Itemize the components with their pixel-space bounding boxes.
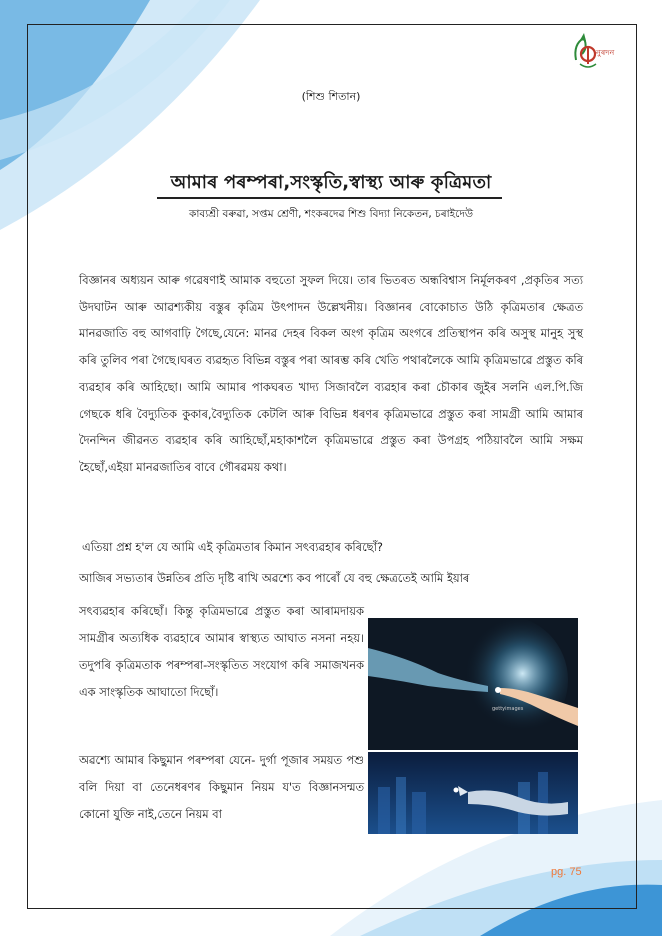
robot-hand-illustration (368, 618, 578, 750)
image-caption: gettyimages (492, 706, 524, 712)
paragraph-3: অৱশ্যে আমাৰ কিছুমান পৰম্পৰা যেনে- দুৰ্গা পূজাৰ সময়ত পশু বলি দিয়া বা তেনেধৰণৰ কিছুমান নিয়ম য'ত বিজ্ঞানসন্মত কোনো যুক্তি নাই,তেনে নিয়ম বা (79, 753, 364, 822)
article-title: আমাৰ পৰম্পৰা,সংস্কৃতি,স্বাস্থ্য আৰু কৃত্ৰিমতা (170, 172, 492, 193)
robot-hand-city-illustration (368, 752, 578, 834)
logo-wordmark: নুৰদন (596, 48, 615, 57)
title-underline (157, 197, 502, 199)
page-number: pg. 75 (551, 866, 582, 878)
section-label: (শিশু শিতান) (301, 90, 361, 103)
paragraph-2-lead: আজিৰ সভ্যতাৰ উন্নতিৰ প্ৰতি দৃষ্টি ৰাখি অৱশ্যে কব পাৰোঁ যে বহু ক্ষেত্ৰতেই আমি ইয়াৰ (79, 571, 470, 585)
author-byline: কাব্যশ্ৰী বৰুৱা, সপ্তম শ্ৰেণী, শংকৰদেৱ শিশু বিদ্যা নিকেতন, চৰাইদেউ (188, 208, 474, 220)
question-line: এতিয়া প্ৰশ্ন হ'ল যে আমি এই কৃত্ৰিমতাৰ কিমান সৎব্যৱহাৰ কৰিছোঁ? (82, 540, 383, 554)
paragraph-1: বিজ্ঞানৰ অধ্যয়ন আৰু গৱেষণাই আমাক বহুতো সুফল দিয়ে। তাৰ ভিতৰত অন্ধবিশ্বাস নিৰ্মূলকৰণ ,প্ৰকৃতিৰ সত্য উদঘাটন আৰু আৱশ্যকীয় বস্তুৰ কৃত্ৰিম উৎপাদন উল্লেখনীয়। বিজ্ঞানৰ বোকোচাত উঠি কৃত্ৰিমতাৰ ক্ষেত্ৰত মানৱজাতি বহু আগবাঢ়ি গৈছে,যেনে: মানৱ দেহৰ বিকল অংগ কৃত্ৰিম অংগৰে প্ৰতিস্থাপন কৰি অসুস্থ মানুহ সুস্থ কৰি তুলিব পৰা গৈছে।ঘৰত ব্যৱহৃত বিভিন্ন বস্তুৰ পৰা আৰম্ভ কৰি খেতি পথাৰলৈকে আমি কৃত্ৰিমভাৱে প্ৰস্তুত কৰি ব্যৱহাৰ কৰি আহিছো। আমি আমাৰ পাকঘৰত খাদ্য সিজাবলৈ ব্যৱহাৰ কৰা চৌকাৰ জুইৰ সলনি এল.পি.জি গেছকে ধৰি বৈদ্যুতিক কুকাৰ,বৈদ্যুতিক কেটলি আৰু বিভিন্ন ধৰণৰ কৃত্ৰিমভাৱে প্ৰস্তুত কৰা সামগ্ৰী আমি আমাৰ দৈনন্দিন জীৱনত ব্যৱহাৰ কৰি আহিছোঁ,মহাকাশলৈ কৃত্ৰিমভাৱে প্ৰস্তুত কৰা উপগ্ৰহ পঠিয়াবলৈ আমি সক্ষম হৈছোঁ,এইয়া মানৱজাতিৰ বাবে গৌৰৱময় কথা। (79, 273, 583, 474)
paragraph-2-rest: সৎব্যৱহাৰ কৰিছোঁ। কিন্তু কৃত্ৰিমভাৱে প্ৰস্তুত কৰা আৰামদায়ক সামগ্ৰীৰ অত্যধিক ব্যৱহাৰে আমাৰ স্বাস্থ্যত আঘাত নসনা নহয়।তদুপৰি কৃত্ৰিমতাক পৰম্পৰা-সংস্কৃতিত সংযোগ কৰি সমাজখনক এক সাংস্কৃতিক আঘাতো দিছোঁ। (79, 604, 364, 700)
robot-human-hands-image (368, 618, 578, 750)
robot-hand-city-image (368, 752, 578, 834)
